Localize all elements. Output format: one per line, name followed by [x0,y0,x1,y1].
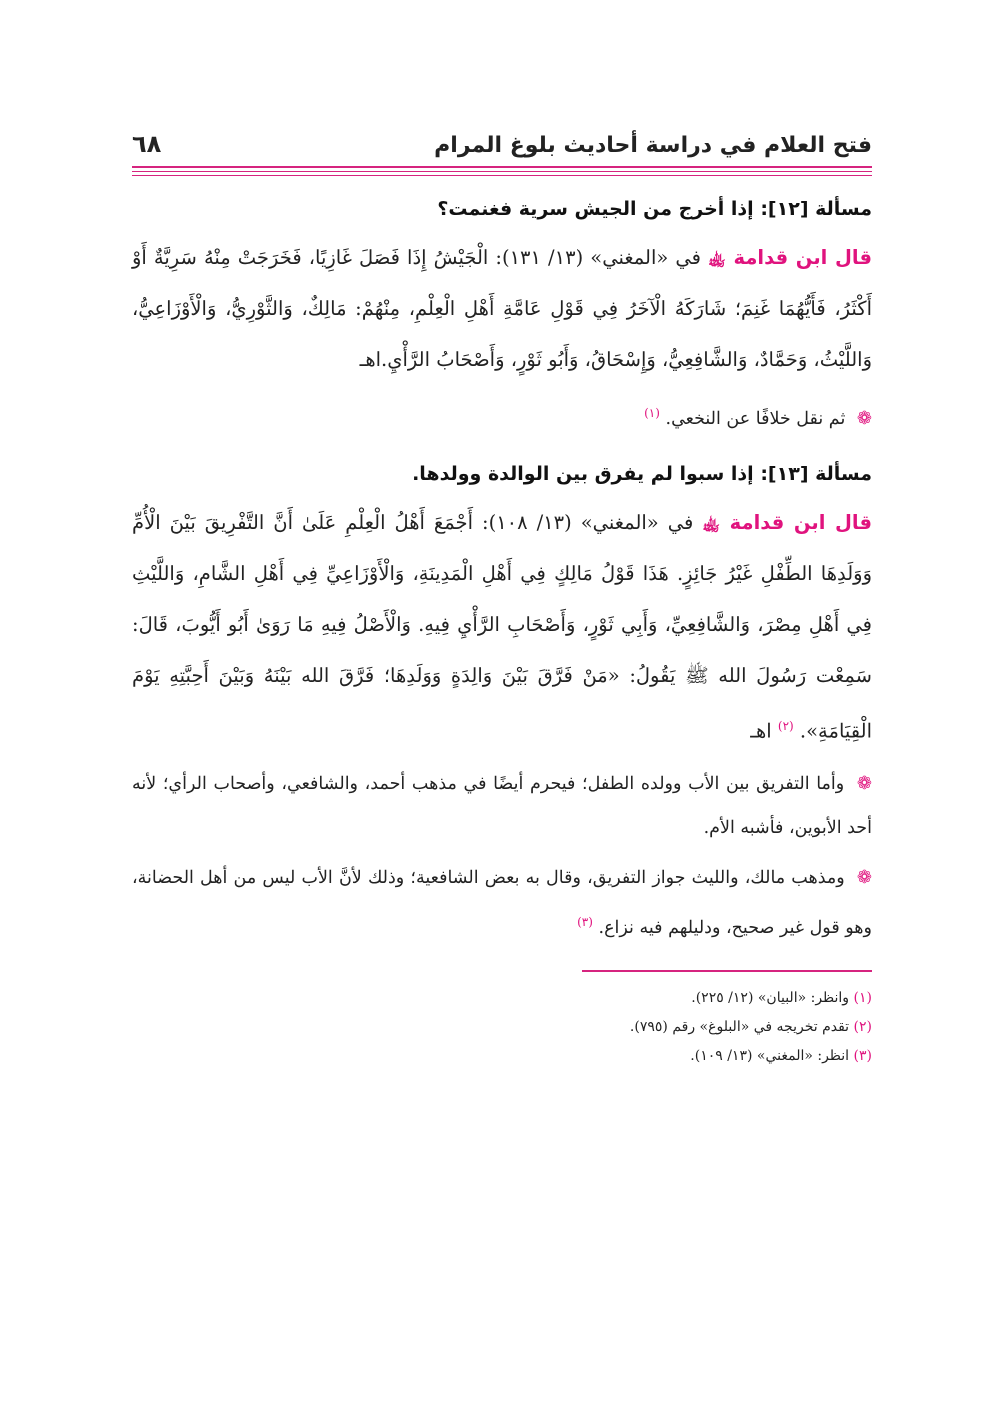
book-title: فتح العلام في دراسة أحاديث بلوغ المرام [434,133,872,158]
quote-end: اهـ [750,719,772,743]
page [132,120,872,1071]
footnote-item [132,1013,872,1042]
section-13-note-1 [132,762,872,850]
footnote-ref[interactable]: (٢) [777,718,794,733]
note-text: ومذهب مالك، والليث جواز التفريق، وقال به بعض الشافعية؛ وذلك لأنَّ الأب ليس من أهل الحضانة، وهو قول غير صحيح، ودليلهم فيه نزاع. [132,868,872,939]
section-13-heading: مسألة [١٣]: إذا سبوا لم يفرق بين الوالدة وولدها. [412,462,872,485]
page-number: ٦٨ [132,130,162,158]
note-text: ثم نقل خلافًا عن النخعي. [665,408,846,429]
quote-intro: قال ابن قدامة ﵀ [702,510,872,534]
footnote-number: (٢) [853,1019,872,1036]
section-12-paragraph [132,232,872,385]
footnote-ref[interactable]: (١) [644,406,660,420]
footnote-ref[interactable]: (٣) [577,915,593,930]
header-rule-thick [132,166,872,168]
footnote-item [132,984,872,1013]
footnote-text: وانظر: «البيان» (١٢/ ٢٢٥). [691,990,850,1007]
section-12-note [132,391,872,441]
section-13-note-2 [132,856,872,950]
footnotes [132,984,872,1071]
note-text: وأما التفريق بين الأب وولده الطفل؛ فيحرم أيضًا في مذهب أحمد، والشافعي، وأصحاب الرأي؛ لأنه أحد الأبوين، فأشبه الأم. [132,774,872,839]
flower-bullet-icon: ❁ [856,867,872,889]
footnote-text: تقدم تخريجه في «البلوغ» رقم (٧٩٥). [629,1019,850,1036]
footnote-text: انظر: «المغني» (١٣/ ١٠٩). [690,1048,850,1065]
footnote-number: (٣) [853,1048,872,1065]
quote-body: في «المغني» (١٣/ ١٣١): الْجَيْشُ إِذَا فَصَلَ غَازِيًا، فَخَرَجَتْ مِنْهُ سَرِيَّةٌ أَوْ أَكْثَرُ، فَأَيُّهُمَا غَنِمَ؛ شَارَكَهُ الْآخَرُ فِي قَوْلِ عَامَّةِ أَهْلِ الْعِلْمِ، مِنْهُمْ: مَالِكٌ، وَالثَّوْرِيُّ، وَالْأَوْزَاعِيُّ، وَاللَّيْثُ، وَحَمَّادٌ، وَالشَّافِعِيُّ، وَإِسْحَاقُ، وَأَبُو ثَوْرٍ، وَأَصْحَابُ الرَّأْيِ.اهـ [132,246,872,371]
page-header [132,120,872,158]
flower-bullet-icon: ❁ [856,773,872,795]
section-12-heading: مسألة [١٢]: إذا أخرج من الجيش سرية فغنمت؟ [437,198,872,220]
footnote-number: (١) [853,990,872,1007]
quote-body: في «المغني» (١٣/ ١٠٨): أَجْمَعَ أَهْلُ الْعِلْمِ عَلَىٰ أَنَّ التَّفْرِيقَ بَيْنَ الْأُمِّ وَوَلَدِهَا الطِّفْلِ غَيْرُ جَائِزٍ. هَذَا قَوْلُ مَالِكٍ فِي أَهْلِ الْمَدِينَةِ، وَالْأَوْزَاعِيِّ فِي أَهْلِ الشَّامِ، وَاللَّيْثِ فِي أَهْلِ مِصْرَ، وَالشَّافِعِيِّ، وَأَبِي ثَوْرٍ، وَأَصْحَابِ الرَّأْيِ فِيهِ. وَالْأَصْلُ فِيهِ مَا رَوَىٰ أَبُو أَيُّوبَ، قَالَ: سَمِعْت رَسُولَ الله ﷺ يَقُولُ: «مَنْ فَرَّقَ بَيْنَ وَالِدَةٍ وَوَلَدِهَا؛ فَرَّقَ الله بَيْنَهُ وَبَيْنَ أَحِبَّتِهِ يَوْمَ الْقِيَامَةِ». [132,510,872,743]
header-rule-thin [132,171,872,172]
quote-intro: قال ابن قدامة ﵀ [708,246,872,269]
footnote-separator [582,970,872,972]
flower-bullet-icon: ❁ [856,407,872,429]
header-rule-thin-2 [132,175,872,176]
section-13-paragraph [132,497,872,757]
footnote-item [132,1042,872,1071]
